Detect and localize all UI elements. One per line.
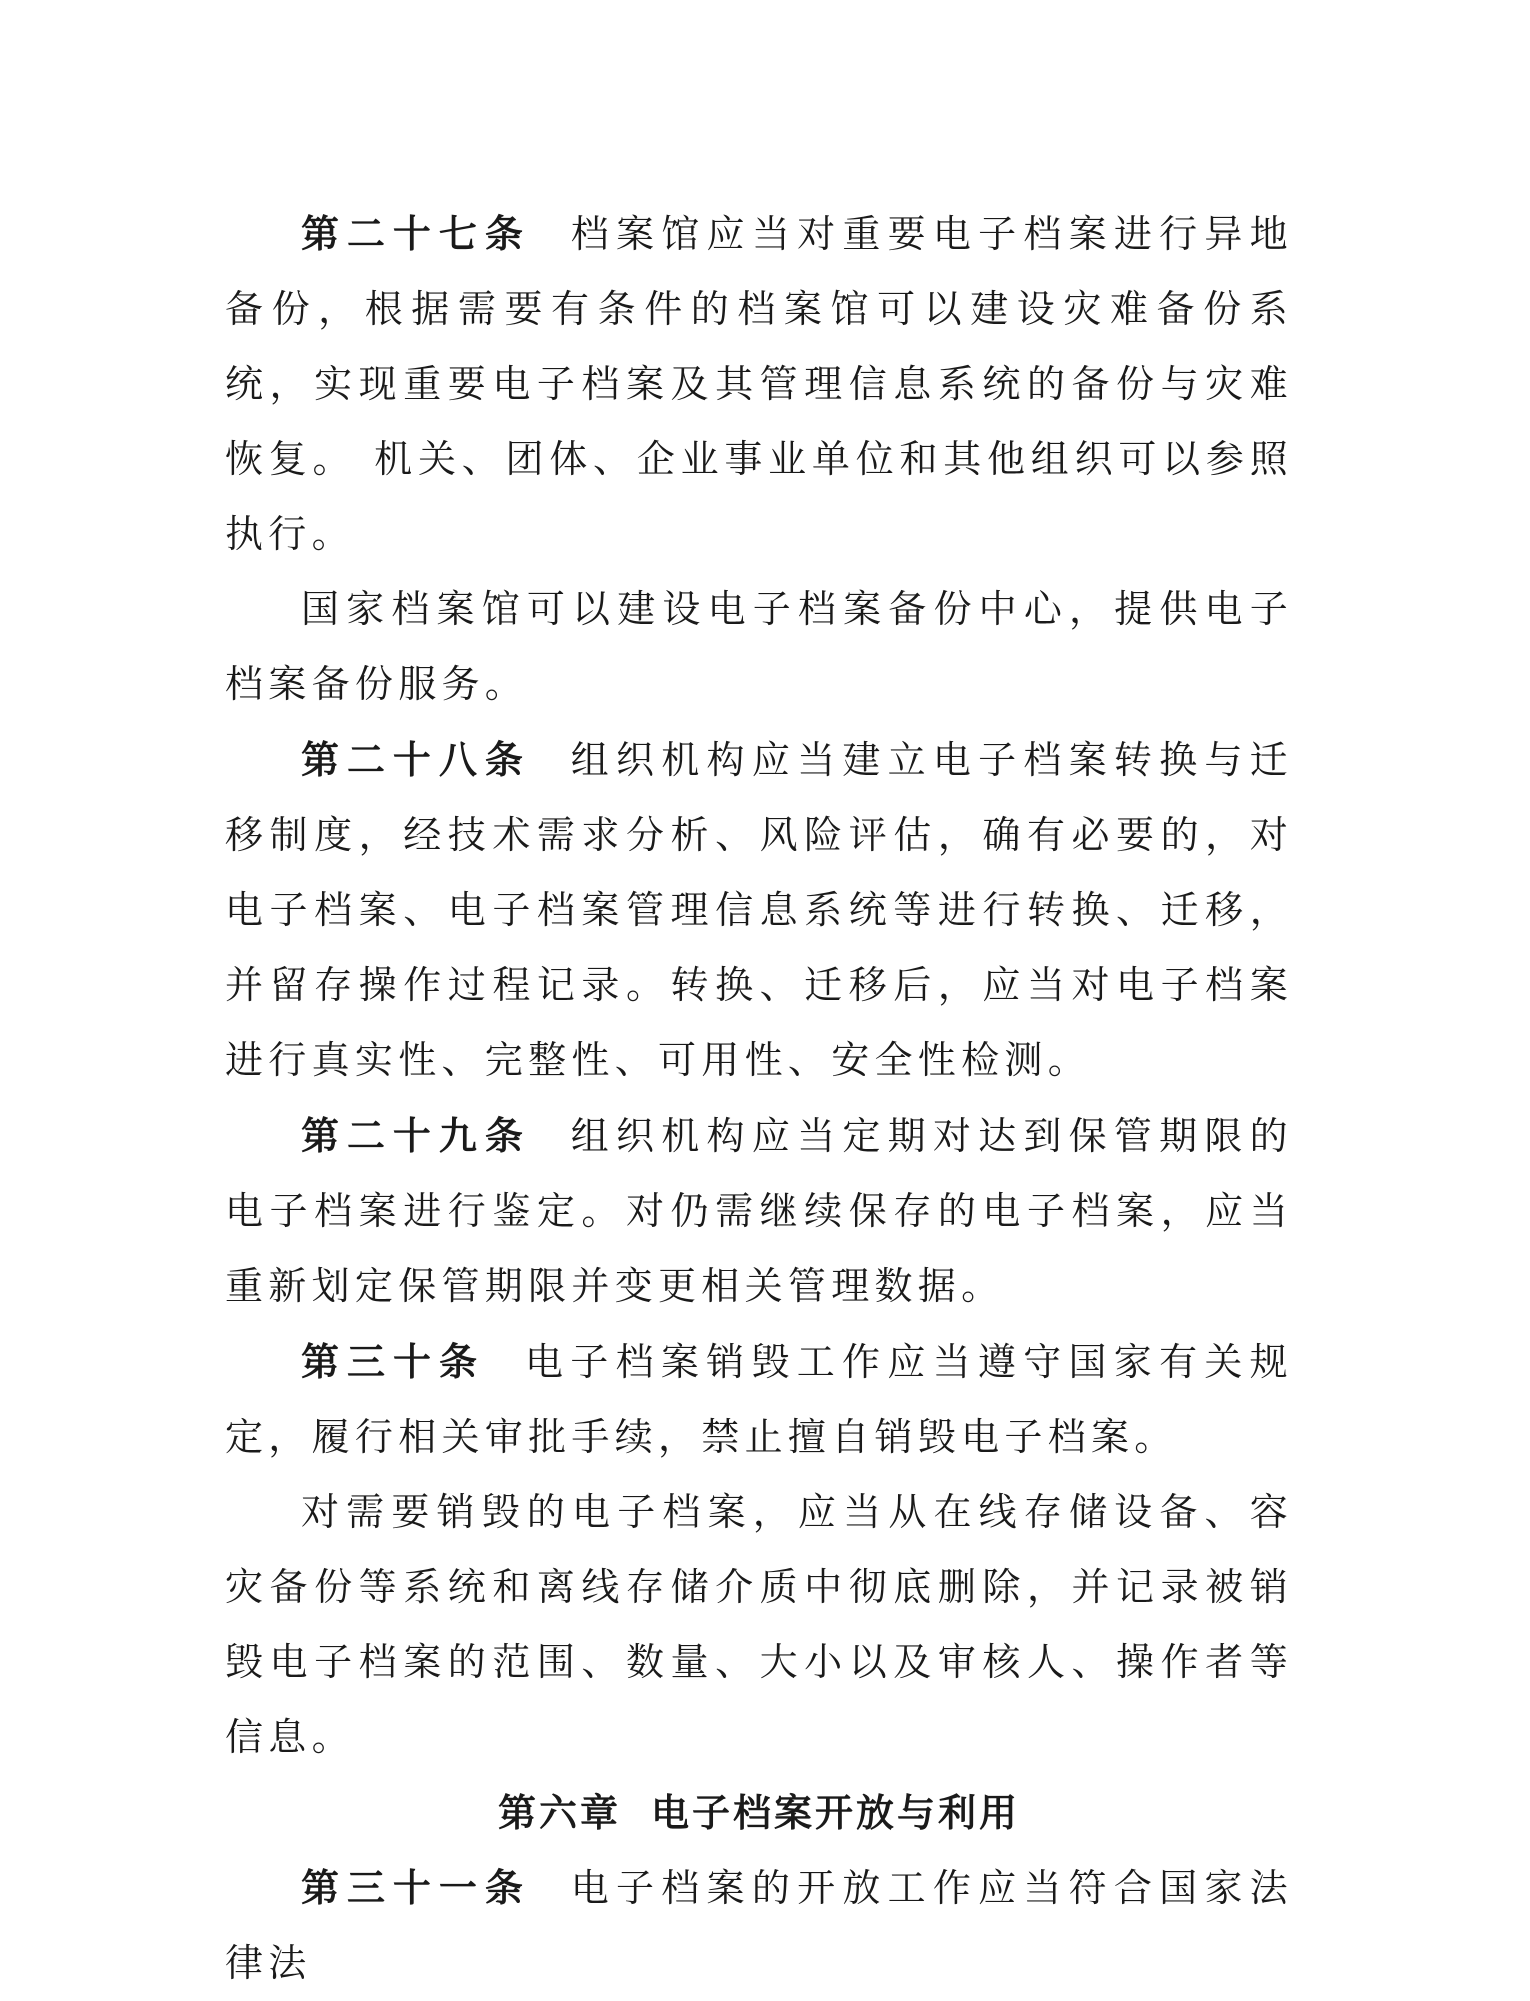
article-31 [225,1850,1293,2001]
article-31-heading: 第三十一条 [301,1865,531,1910]
article-30-paragraph-2: 对需要销毁的电子档案，应当从在线存储设备、容灾备份等系统和离线存储介质中彻底删除，并记录被销毁电子档案的范围、数量、大小以及审核人、操作者等信息。 [225,1490,1293,1759]
article-28 [225,722,1293,1098]
article-29-heading: 第二十九条 [301,1113,531,1158]
article-29-text: 组织机构应当定期对达到保管期限的电子档案进行鉴定。对仍需继续保存的电子档案，应当重新划定保管期限并变更相关管理数据。 [225,1114,1293,1308]
article-27 [225,196,1293,572]
document-page [225,196,1293,2001]
article-30 [225,1324,1293,1475]
article-30-heading: 第三十条 [301,1339,485,1384]
article-27-heading: 第二十七条 [301,211,531,256]
article-29 [225,1098,1293,1324]
article-28-heading: 第二十八条 [301,737,531,782]
chapter-number: 第六章 [497,1790,621,1835]
chapter-title: 电子档案开放与利用 [651,1790,1021,1835]
article-30-text: 电子档案销毁工作应当遵守国家有关规定，履行相关审批手续，禁止擅自销毁电子档案。 [225,1340,1293,1459]
article-31-text: 电子档案的开放工作应当符合国家法律法 [225,1866,1293,1985]
chapter-heading [225,1775,1293,1850]
article-27-text: 档案馆应当对重要电子档案进行异地备份，根据需要有条件的档案馆可以建设灾难备份系统，实现重要电子档案及其管理信息系统的备份与灾难恢复。 机关、团体、企业事业单位和其他组织可以参照执行。 [225,212,1293,556]
article-28-text: 组织机构应当建立电子档案转换与迁移制度，经技术需求分析、风险评估，确有必要的，对电子档案、电子档案管理信息系统等进行转换、迁移，并留存操作过程记录。转换、迁移后，应当对电子档案进行真实性、完整性、可用性、安全性检测。 [225,738,1293,1082]
article-27-paragraph-2: 国家档案馆可以建设电子档案备份中心，提供电子档案备份服务。 [225,587,1293,706]
